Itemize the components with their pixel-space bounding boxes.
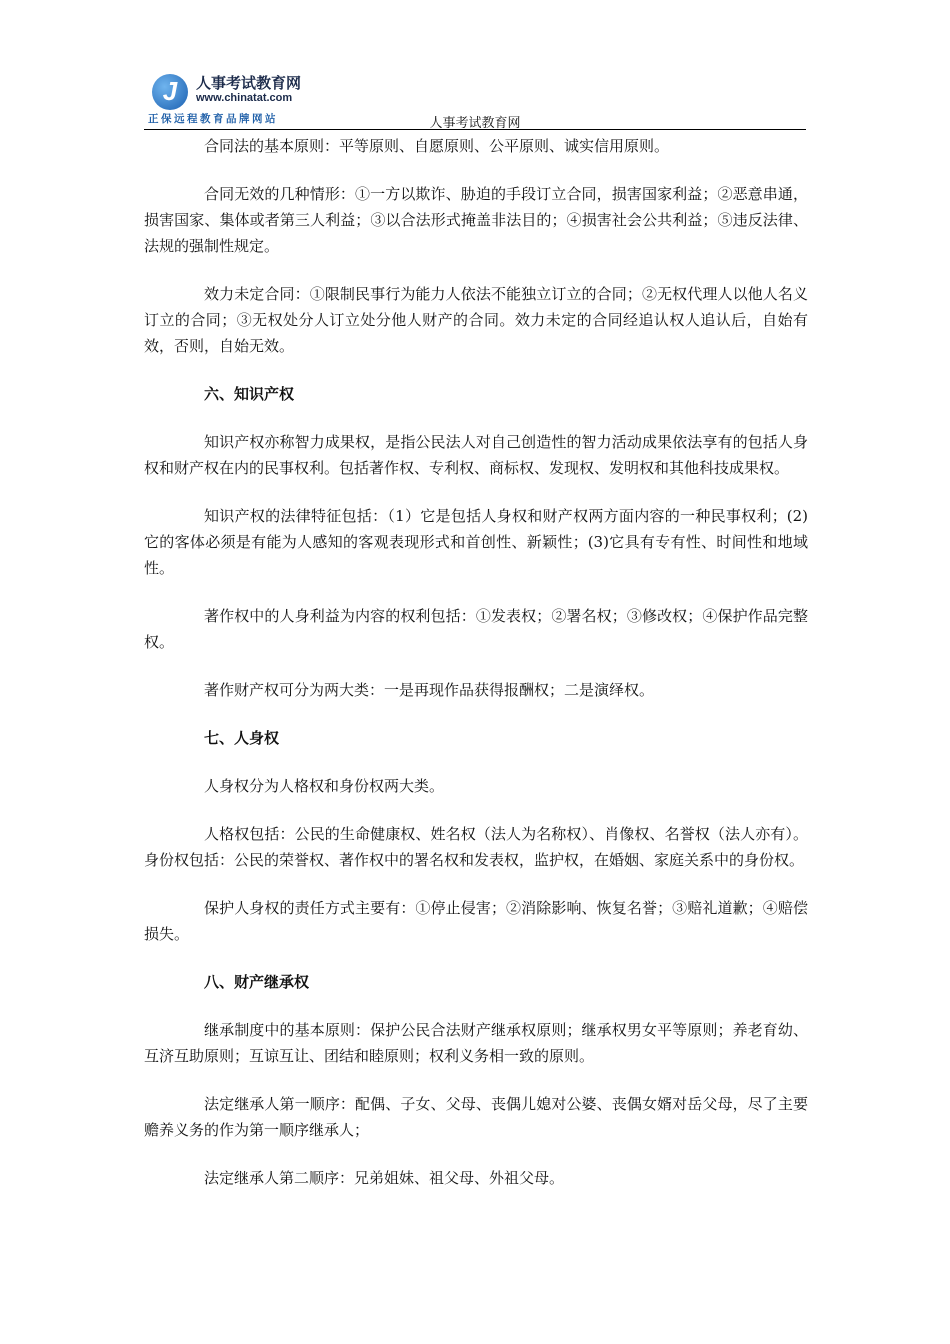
paragraph: 效力未定合同：①限制民事行为能力人依法不能独立订立的合同；②无权代理人以他人名义订立的合同；③无权处分人订立处分他人财产的合同。效力未定的合同经追认权人追认后，自始有效，否则，自始无效。: [144, 285, 808, 355]
section-heading: 八、财产继承权: [204, 973, 310, 991]
header-divider: [144, 129, 806, 130]
section-heading: 六、知识产权: [204, 385, 295, 403]
paragraph: 继承制度中的基本原则：保护公民合法财产继承权原则；继承权男女平等原则；养老育幼、互济互助原则；互谅互让、团结和睦原则；权利义务相一致的原则。: [144, 1021, 808, 1065]
paragraph: 合同法的基本原则：平等原则、自愿原则、公平原则、诚实信用原则。: [204, 137, 670, 155]
paragraph: 知识产权的法律特征包括：（1）它是包括人身权和财产权两方面内容的一种民事权利；(2)它的客体必须是有能为人感知的客观表现形式和首创性、新颖性；(3)它具有专有性、时间性和地域性。: [144, 507, 808, 577]
logo-mark-icon: J: [152, 74, 188, 110]
paragraph: 法定继承人第二顺序：兄弟姐妹、祖父母、外祖父母。: [204, 1169, 565, 1187]
paragraph: 法定继承人第一顺序：配偶、子女、父母、丧偶儿媳对公婆、丧偶女婿对岳父母，尽了主要赡养义务的作为第一顺序继承人；: [144, 1095, 808, 1139]
logo-url: www.chinatat.com: [196, 92, 293, 104]
paragraph: 著作财产权可分为两大类：一是再现作品获得报酬权；二是演绎权。: [204, 681, 655, 699]
section-heading: 七、人身权: [204, 729, 280, 747]
paragraph: 合同无效的几种情形：①一方以欺诈、胁迫的手段订立合同，损害国家利益；②恶意串通，损害国家、集体或者第三人利益；③以合法形式掩盖非法目的；④损害社会公共利益；⑤违反法律、法规的强制性规定。: [144, 185, 808, 255]
page-header: [0, 0, 950, 135]
paragraph: 保护人身权的责任方式主要有：①停止侵害；②消除影响、恢复名誉；③赔礼道歉；④赔偿损失。: [144, 899, 808, 943]
paragraph: 著作权中的人身利益为内容的权利包括：①发表权；②署名权；③修改权；④保护作品完整权。: [144, 607, 808, 651]
logo-name: 人事考试教育网: [196, 74, 302, 92]
header-title: 人事考试教育网: [429, 116, 521, 131]
document-body: [144, 133, 808, 1191]
logo-slogan: 正保远程教育品牌网站: [148, 113, 278, 125]
paragraph: 人身权分为人格权和身份权两大类。: [204, 777, 445, 795]
paragraph: 知识产权亦称智力成果权，是指公民法人对自己创造性的智力活动成果依法享有的包括人身权和财产权在内的民事权利。包括著作权、专利权、商标权、发现权、发明权和其他科技成果权。: [144, 433, 808, 477]
paragraph: 人格权包括：公民的生命健康权、姓名权（法人为名称权）、肖像权、名誉权（法人亦有）。身份权包括：公民的荣誉权、著作权中的署名权和发表权，监护权，在婚姻、家庭关系中的身份权。: [144, 825, 808, 869]
